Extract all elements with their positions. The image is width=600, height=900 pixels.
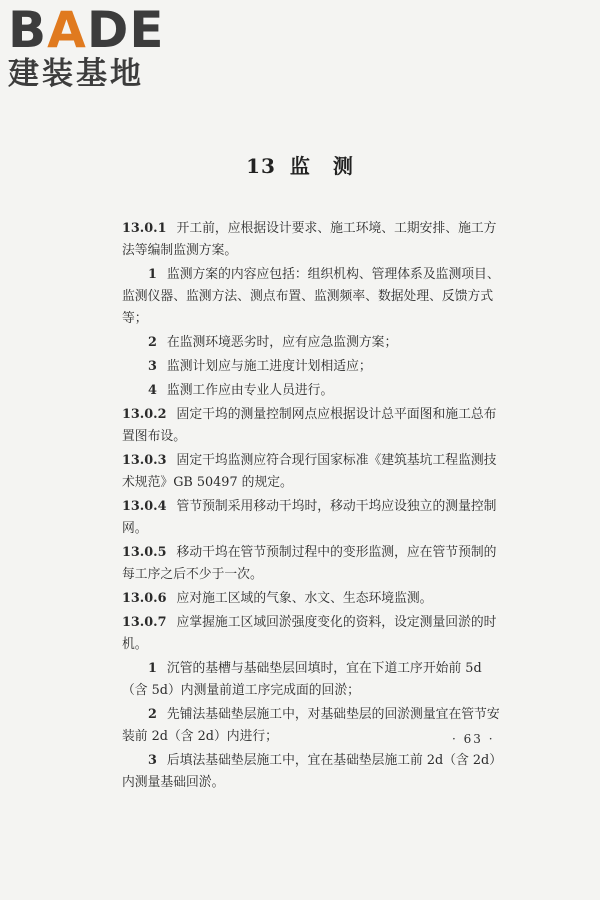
sub-item-number: 1 bbox=[148, 267, 157, 282]
logo-wordmark: BADE bbox=[8, 1, 165, 59]
chapter-title-char-2: 测 bbox=[332, 154, 354, 178]
clause-number: 13.0.2 bbox=[122, 407, 167, 422]
sub-item-number: 1 bbox=[148, 661, 157, 676]
paragraph-text: 监测计划应与施工进度计划相适应； bbox=[166, 359, 372, 374]
paragraph-text: 固定干坞监测应符合现行国家标准《建筑基坑工程监测技术规范》GB 50497 的规定。 bbox=[122, 453, 497, 490]
sub-item-paragraph bbox=[122, 704, 502, 748]
sub-item-paragraph bbox=[122, 658, 502, 702]
chapter-title-char-1: 监 bbox=[289, 154, 311, 178]
clause-number: 13.0.7 bbox=[122, 615, 167, 630]
paragraph-text: 固定干坞的测量控制网点应根据设计总平面图和施工总布置图布设。 bbox=[122, 407, 497, 444]
paragraph-text: 后填法基础垫层施工中，宜在基础垫层施工前 2d（含 2d）内测量基础回淤。 bbox=[122, 753, 496, 790]
sub-item-paragraph bbox=[122, 264, 502, 330]
clause-number: 13.0.3 bbox=[122, 453, 167, 468]
paragraph-text: 移动干坞在管节预制过程中的变形监测，应在管节预制的每工序之后不少于一次。 bbox=[122, 545, 497, 582]
paragraph-text: 应对施工区域的气象、水文、生态环境监测。 bbox=[176, 591, 433, 606]
paragraph-text: 开工前，应根据设计要求、施工环境、工期安排、施工方法等编制监测方案。 bbox=[122, 221, 497, 258]
sub-item-number: 3 bbox=[148, 359, 157, 374]
page-number: · 63 · bbox=[452, 732, 495, 746]
clause-number: 13.0.4 bbox=[122, 499, 167, 514]
sub-item-number: 2 bbox=[148, 707, 157, 722]
sub-item-paragraph bbox=[122, 356, 502, 378]
bade-logo bbox=[8, 1, 178, 92]
chapter-number: 13 bbox=[246, 154, 276, 178]
document-body bbox=[122, 218, 502, 796]
sub-item-paragraph bbox=[122, 332, 502, 354]
sub-item-number: 3 bbox=[148, 753, 157, 768]
paragraph-text: 先铺法基础垫层施工中，对基础垫层的回淤测量宜在管节安装前 2d（含 2d）内进行； bbox=[122, 707, 500, 744]
clause-number: 13.0.1 bbox=[122, 221, 167, 236]
clause-paragraph bbox=[122, 588, 502, 610]
paragraph-text: 管节预制采用移动干坞时，移动干坞应设独立的测量控制网。 bbox=[122, 499, 497, 536]
paragraph-text: 监测方案的内容应包括：组织机构、管理体系及监测项目、监测仪器、监测方法、测点布置、监测频率、数据处理、反馈方式等； bbox=[122, 267, 500, 326]
page-title bbox=[0, 150, 600, 179]
clause-number: 13.0.5 bbox=[122, 545, 167, 560]
clause-paragraph bbox=[122, 404, 502, 448]
clause-paragraph bbox=[122, 496, 502, 540]
logo-subtitle: 建装基地 bbox=[8, 56, 144, 92]
paragraph-text: 在监测环境恶劣时，应有应急监测方案； bbox=[166, 335, 398, 350]
sub-item-paragraph bbox=[122, 750, 502, 794]
sub-item-number: 2 bbox=[148, 335, 157, 350]
clause-paragraph bbox=[122, 542, 502, 586]
sub-item-paragraph bbox=[122, 380, 502, 402]
paragraph-text: 应掌握施工区域回淤强度变化的资料，设定测量回淤的时机。 bbox=[122, 615, 497, 652]
clause-paragraph bbox=[122, 218, 502, 262]
paragraph-text: 沉管的基槽与基础垫层回填时，宜在下道工序开始前 5d（含 5d）内测量前道工序完成面的回淤； bbox=[122, 661, 482, 698]
clause-paragraph bbox=[122, 612, 502, 656]
paragraph-text: 监测工作应由专业人员进行。 bbox=[166, 383, 334, 398]
clause-number: 13.0.6 bbox=[122, 591, 167, 606]
sub-item-number: 4 bbox=[148, 383, 157, 398]
clause-paragraph bbox=[122, 450, 502, 494]
